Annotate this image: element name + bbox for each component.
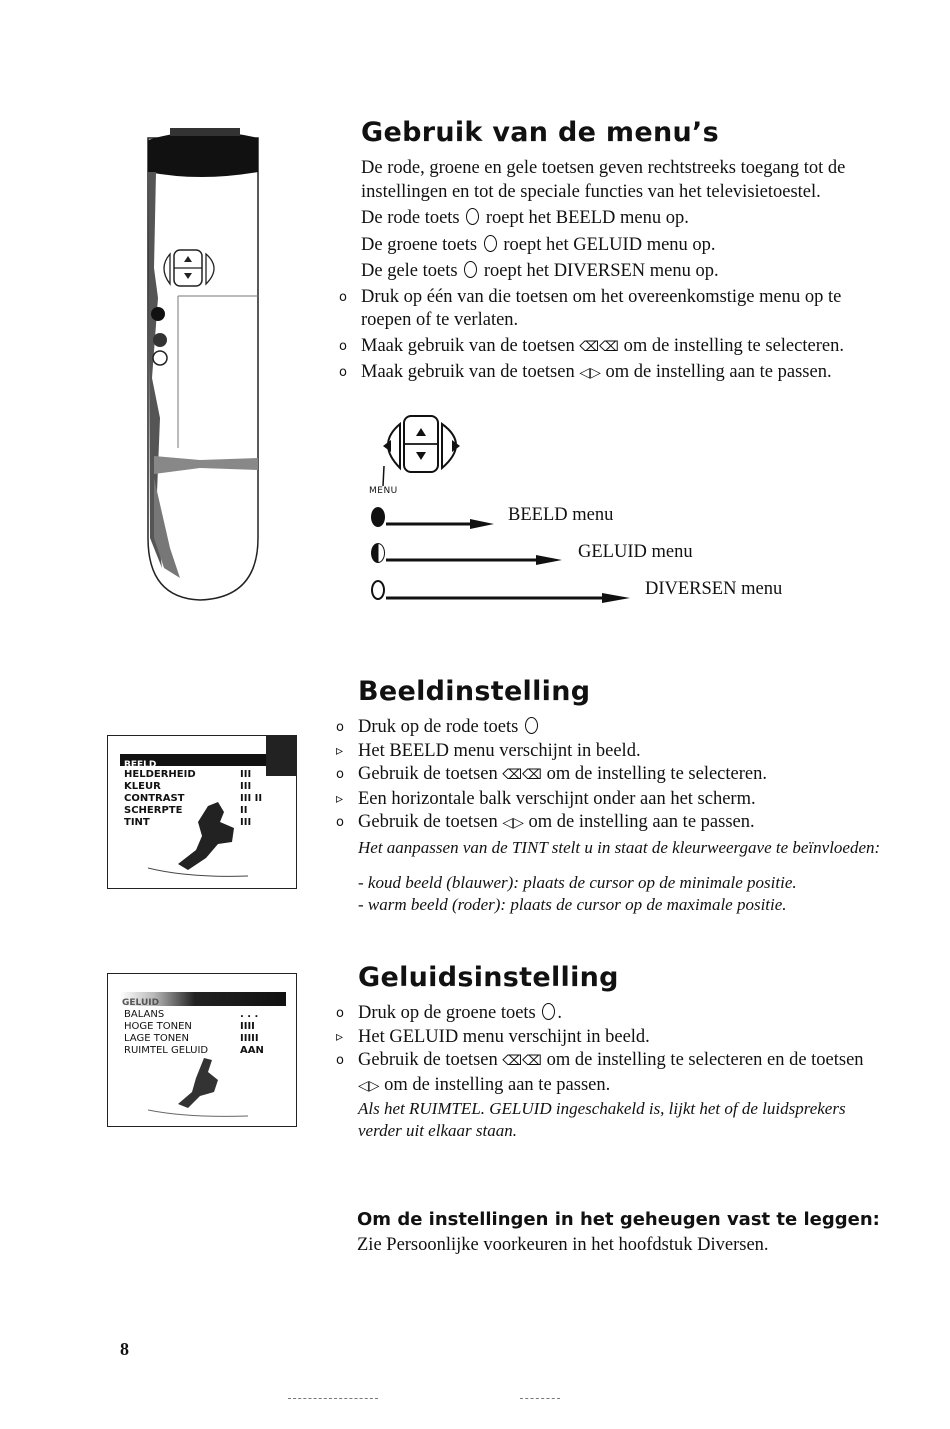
beeld-step-3-text-a: Gebruik de toetsen [358,812,498,832]
intro-line-1: De rode, groene en gele toetsen geven rechtstreeks toegang tot de [361,158,846,178]
cursor-keypad-icon [366,410,478,488]
menu-item-tint: TINT [124,817,150,828]
red-key-dot [371,507,385,527]
diversen-menu-label: DIVERSEN menu [645,579,783,599]
left-right-keys-icon: ◁▷ [358,1077,380,1094]
beeld-step-2 [358,763,918,788]
bullet-adjust [361,361,921,386]
beeld-menu-header [120,754,272,770]
page-number: 8 [120,1339,129,1359]
green-key-icon [542,1003,555,1020]
geluid-menu-label: GELUID menu [578,542,693,562]
red-key-icon [466,208,479,225]
left-right-keys-icon: ◁▷ [579,365,601,381]
red-key-text-b: roept het BEELD menu op. [485,208,689,228]
geluid-instructions [358,1002,923,1142]
red-key-line [361,207,921,231]
menu-item-ruimtel-geluid: RUIMTEL GELUID [124,1045,209,1056]
level-bars: III III III II II III [240,769,263,828]
bullet-press-key [361,286,921,333]
beeld-step-2-text-b: om de instelling te selecteren. [546,764,767,784]
bullet-circle-icon [336,1049,344,1073]
beeld-step-1-text: Druk op de rode toets [358,717,519,737]
bullet-2-text-b: om de instelling te selecteren. [623,335,844,356]
section-title-beeld: Beeldinstelling [358,676,591,707]
beeld-step-3 [358,811,918,836]
geluid-result-1-text: Het GELUID menu verschijnt in beeld. [358,1026,650,1047]
menu-item-kleur: KLEUR [124,781,161,792]
skier-image [148,1058,258,1125]
geluid-menu-header-label: GELUID [122,998,160,1008]
memory-text: Zie Persoonlijke voorkeuren in het hoofdstuk Diversen. [357,1235,769,1255]
ruimtel-note-2: verder uit elkaar staan. [358,1121,517,1140]
menu-item-balans: BALANS [124,1009,165,1020]
geluid-step-2-cont [358,1074,923,1099]
geluid-step-2-text-b: om de instelling te selecteren en de toetsen [546,1050,864,1070]
beeld-instructions [358,716,918,916]
tint-note-cold: - koud beeld (blauwer): plaats de cursor op de minimale positie. [358,872,797,892]
geluid-step-2-text-c: om de instelling aan te passen. [384,1074,611,1095]
yellow-key-line [361,260,921,284]
menu-item-contrast: CONTRAST [124,793,185,804]
scan-artifact [520,1398,560,1399]
yellow-key-icon [464,261,477,278]
menu-item-scherpte: SCHERPTE [124,805,183,816]
geluid-result-1 [358,1026,923,1050]
result-arrow-icon [336,740,343,764]
bullet-circle-icon [339,335,347,359]
bullet-circle-icon [336,763,344,787]
green-key-text-b: roept het GELUID menu op. [503,234,716,255]
red-key-text-a: De rode toets [361,208,460,228]
bullet-2-text-a: Maak gebruik van de toetsen [361,335,575,356]
section-title-geluid: Geluidsinstelling [358,962,619,993]
remote-control-illustration [140,118,270,604]
up-down-keys-icon: ⌫⌫ [502,767,542,783]
menu-item-lage-tonen: LAGE TONEN [124,1033,189,1044]
green-key-dot [371,543,385,563]
ruimtel-aan-value: AAN [240,1045,264,1056]
geluid-menu-screen [107,973,297,1127]
skier-image [148,798,258,885]
geluid-step-1-text: Druk op de groene toets [358,1003,536,1023]
green-key-icon [484,235,497,252]
tint-note: Het aanpassen van de TINT stelt u in staat de kleurweergave te beïnvloeden: [358,837,881,857]
yellow-key-text-a: De gele toets [361,261,458,281]
ruimtel-note-1: Als het RUIMTEL. GELUID ingeschakeld is, lijkt het of de luidsprekers [358,1099,846,1118]
green-key-line [361,234,921,258]
bullet-1-line-2: roepen of te verlaten. [361,310,519,330]
geluid-step-2 [358,1049,923,1074]
beeld-step-1 [358,716,918,740]
menu-item-hoge-tonen: HOGE TONEN [124,1021,192,1032]
beeld-result-2 [358,788,918,812]
beeld-result-2-text: Een horizontale balk verschijnt onder aan het scherm. [358,788,756,809]
beeld-menu-label: BEELD menu [508,505,614,525]
beeld-menu-header-label: BEELD [124,760,157,770]
bullet-circle-icon [339,361,347,385]
memory-heading: Om de instellingen in het geheugen vast te leggen: [357,1209,880,1230]
arrow-to-beeld [386,516,496,534]
intro-text [361,157,921,386]
section-title-menus: Gebruik van de menu’s [361,117,719,148]
beeld-step-3-text-b: om de instelling aan te passen. [528,812,755,832]
beeld-result-1-text: Het BEELD menu verschijnt in beeld. [358,740,641,761]
bullet-select [361,335,921,360]
menu-key-label: MENU [369,486,398,496]
arrow-to-geluid [386,552,566,570]
bullet-circle-icon [336,716,344,740]
geluid-level-bars: . . . IIII IIIII AAN [240,1009,264,1056]
bullet-1-line-1: Druk op één van die toetsen om het overeenkomstige menu op te [361,286,842,307]
up-down-keys-icon: ⌫⌫ [579,338,619,355]
yellow-key-text-b: roept het DIVERSEN menu op. [483,261,719,281]
beeld-menu-screen [107,735,297,889]
up-down-keys-icon: ⌫⌫ [502,1053,542,1069]
scan-artifact [288,1398,378,1399]
bullet-circle-icon [336,811,344,835]
geluid-menu-items [124,1009,208,1057]
result-arrow-icon [336,1026,343,1050]
beeld-step-2-text-a: Gebruik de toetsen [358,764,498,784]
beeld-result-1 [358,740,918,764]
menu-item-helderheid: HELDERHEID [124,769,196,780]
bullet-circle-icon [336,1002,344,1026]
beeld-menu-corner [266,736,296,776]
arrow-to-diversen [386,590,636,608]
bullet-3-text-a: Maak gebruik van de toetsen [361,362,575,382]
left-right-keys-icon: ◁▷ [502,815,524,831]
tint-note-warm: - warm beeld (roder): plaats de cursor op de maximale positie. [358,894,787,914]
green-key-text-a: De groene toets [361,234,478,255]
bullet-circle-icon [339,286,347,310]
geluid-step-2-text-a: Gebruik de toetsen [358,1050,498,1070]
red-key-icon [525,717,538,734]
geluid-menu-header [120,992,286,1006]
result-arrow-icon [336,788,343,812]
bullet-3-text-b: om de instelling aan te passen. [605,362,832,382]
yellow-key-dot [371,580,385,600]
intro-line-2: instellingen en tot de speciale functies van het televisietoestel. [361,181,821,202]
geluid-step-1: o Druk op de groene toets . [358,1002,923,1026]
